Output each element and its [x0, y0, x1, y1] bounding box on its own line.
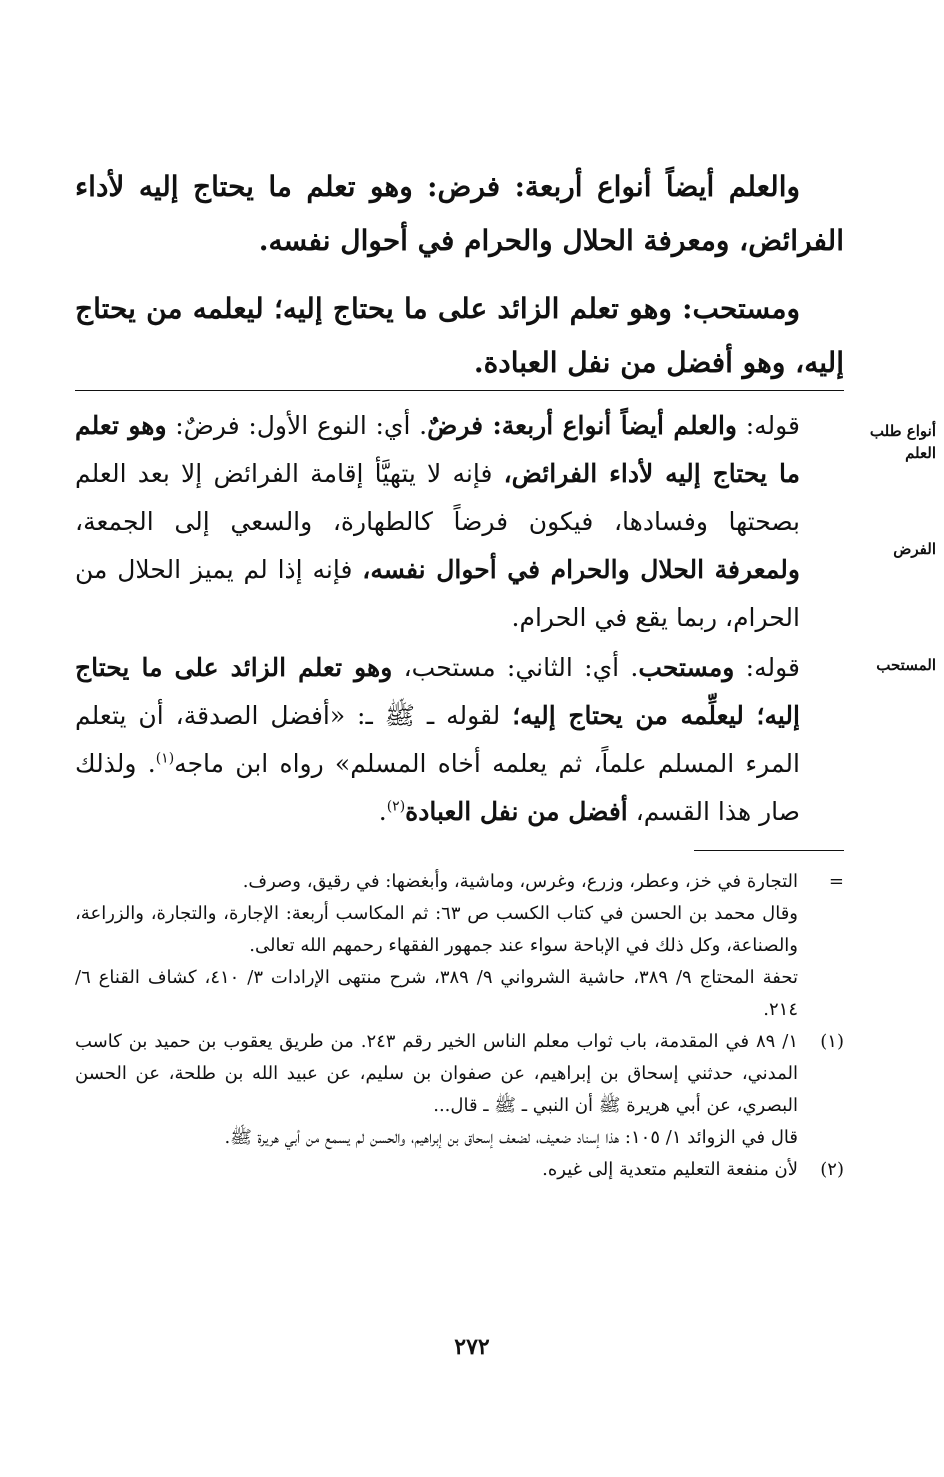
page-number: ٢٧٢	[454, 1334, 490, 1360]
footnote-line: ١/ ٨٩ في المقدمة، باب ثواب معلم الناس الخير رقم ٢٤٣. من طريق يعقوب بن حميد بن كاسب المدني، حدثني إسحاق بن إبراهيم، عن صفوان بن سليم، عن عبيد الله بن طلحة، عن الحسن البصري، عن أبي هريرة ﷺ أن النبي ـ ﷺ ـ قال...	[75, 1031, 798, 1116]
footnotes	[75, 866, 844, 1186]
footnote-1	[75, 1026, 844, 1154]
matn-paragraph-mustahab: ومستحب: وهو تعلم الزائد على ما يحتاج إليه؛ ليعلمه من يحتاج إليه، وهو أفضل من نفل العبادة.	[75, 292, 844, 379]
footnote-ref-1[interactable]: (١)	[155, 750, 175, 767]
margin-note-mustahab: المستحب	[876, 656, 936, 674]
footnote-line: التجارة في خز، وعطر، وزرع، وغرس، وماشية، وأبغضها: في رقيق، وصرف.	[242, 871, 798, 892]
commentary-text	[75, 402, 844, 836]
matn-paragraph-fard: والعلم أيضاً أنواع أربعة: فرض: وهو تعلم ما يحتاج إليه لأداء الفرائض، ومعرفة الحلال والحرام في أحوال نفسه.	[75, 170, 844, 257]
separator-rule	[75, 390, 844, 391]
footnote-line: تحفة المحتاج ٩/ ٣٨٩، حاشية الشرواني ٩/ ٣٨٩، شرح منتهى الإرادات ٣/ ٤١٠، كشاف القناع ٦/ ٢١٤.	[75, 967, 798, 1020]
footnote-2-mark: (٢)	[820, 1159, 844, 1180]
footnote-separator	[694, 850, 844, 851]
footnote-1-mark: (١)	[820, 1031, 844, 1052]
footnote-line: وقال محمد بن الحسن في كتاب الكسب ص ٦٣: ثم المكاسب أربعة: الإجارة، والتجارة، والزراعة، والصناعة، وكل ذلك في الإباحة سواء عند جمهور الفقهاء رحمهم الله تعالى.	[75, 903, 798, 956]
matn-text	[75, 160, 844, 404]
margin-note-fard: الفرض	[893, 540, 936, 558]
footnote-line: قال في الزوائد ١/ ١٠٥: هذا إسناد ضعيف، لضعف إسحاق بن إبراهيم، والحسن لم يسمع من أبي هريرة ﷺ.	[224, 1127, 798, 1148]
margin-note-anwa: أنواع طلب العلم	[869, 422, 936, 462]
footnote-line: لأن منفعة التعليم متعدية إلى غيره.	[542, 1159, 798, 1180]
footnote-2	[75, 1154, 844, 1186]
footnote-continued-mark: =	[828, 871, 844, 892]
footnote-continued	[75, 866, 844, 1026]
footnote-ref-2[interactable]: (٢)	[386, 798, 406, 815]
commentary-paragraph-mustahab: قوله: ومستحب. أي: الثاني: مستحب، وهو تعلم الزائد على ما يحتاج إليه؛ ليعلِّمه من يحتاج إليه؛ لقوله ـ ﷺ ـ: «أفضل الصدقة، أن يتعلم المرء المسلم علماً، ثم يعلمه أخاه المسلم» رواه ابن ماجه$^{(١)}$. ولذلك صار هذا القسم، أفضل من نفل العبادة$^{(٢)}$.	[75, 653, 800, 826]
commentary-paragraph-fard: قوله: والعلم أيضاً أنواع أربعة: فرضٌ. أي: النوع الأول: فرضٌ: وهو تعلم ما يحتاج إليه لأداء الفرائض، فإنه لا يتهيَّأ إقامة الفرائض إلا بعد العلم بصحتها وفسادها، فيكون فرضاً كالطهارة، والسعي إلى الجمعة، ولمعرفة الحلال والحرام في أحوال نفسه، فإنه إذا لم يميز الحلال من الحرام، ربما يقع في الحرام.	[75, 411, 801, 632]
